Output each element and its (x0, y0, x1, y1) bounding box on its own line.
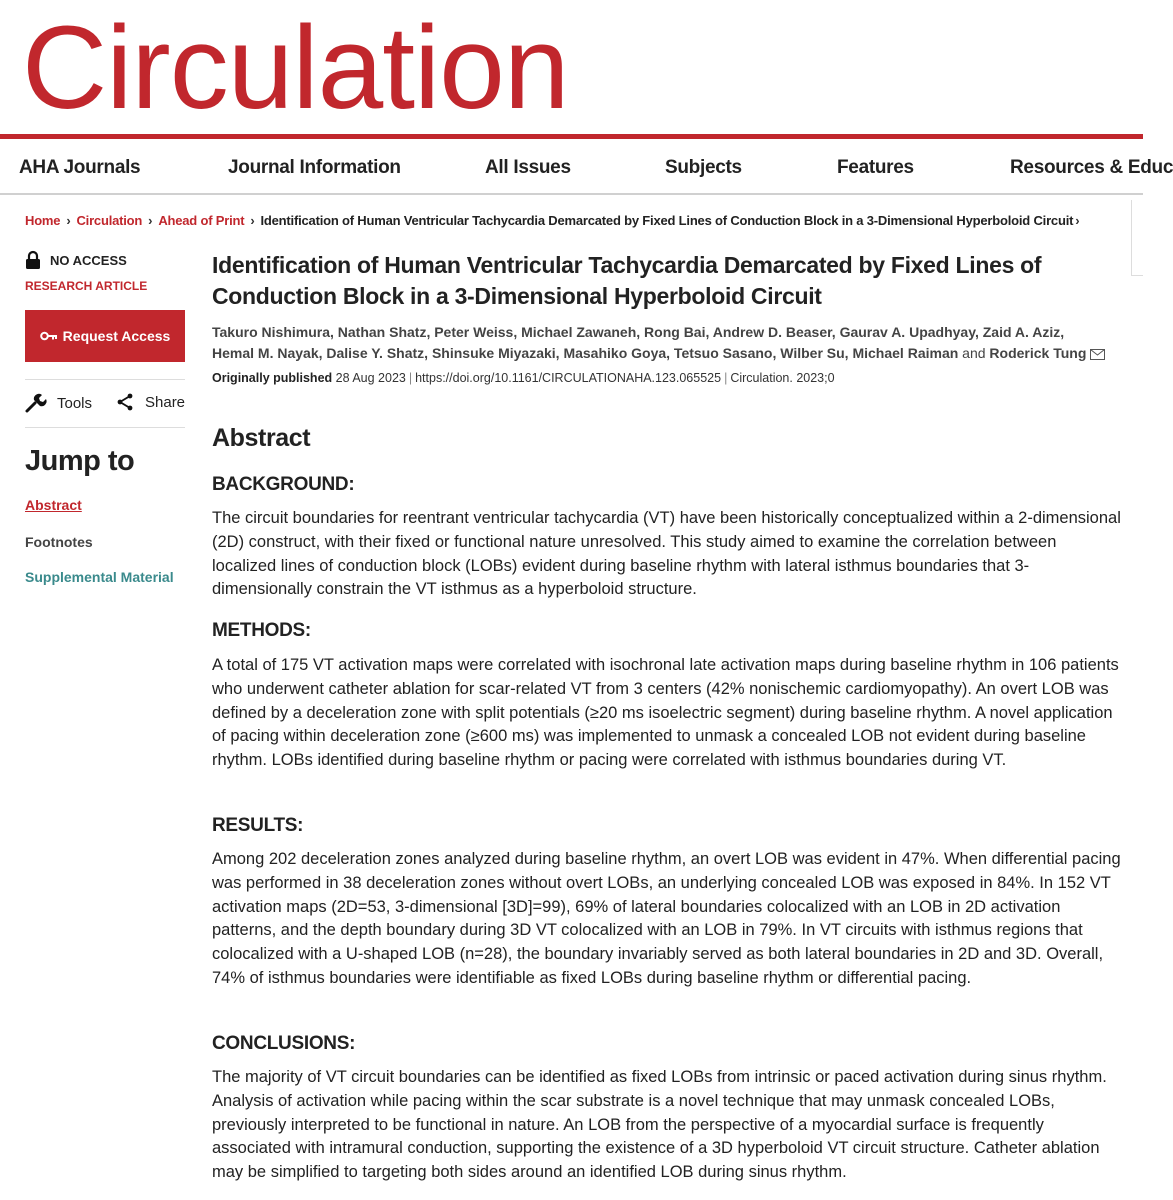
tools-button[interactable] (25, 393, 92, 413)
main-nav (0, 145, 1173, 195)
key-icon (40, 331, 58, 341)
jump-link-supplemental-material[interactable]: Supplemental Material (25, 569, 174, 585)
authors-and: and (962, 345, 986, 361)
share-label: Share (145, 393, 186, 411)
doi-link[interactable]: https://doi.org/10.1161/CIRCULATIONAHA.123.065525 (415, 371, 722, 385)
chevron-right-icon: › (250, 213, 255, 228)
separator: | (408, 371, 413, 385)
author-corresponding[interactable]: Roderick Tung (989, 345, 1087, 361)
published-label: Originally published (212, 371, 333, 385)
article-title: Identification of Human Ventricular Tachycardia Demarcated by Fixed Lines of Conduction Block in a 3-Dimensional Hyperboloid Circuit (212, 252, 1042, 309)
mail-icon[interactable] (1090, 349, 1105, 360)
breadcrumb-home[interactable]: Home (25, 213, 61, 228)
section-text-methods: A total of 175 VT activation maps were correlated with isochronal late activation maps during baseline rhythm in 106 patients who underwent catheter ablation for scar-related VT from 3 centers (42% nonischemic cardiomyopathy). An overt LOB was defined by a deceleration zone with split potentials (≥20 ms isoelectric segment) during baseline rhythm. A novel application of pacing within deceleration zone (≥600 ms) was implemented to unmask a concealed LOB not evident during baseline rhythm. LOBs identified during baseline rhythm or pacing were correlated with isthmus boundaries during VT. (212, 656, 1119, 770)
published-date: 28 Aug 2023 (335, 371, 406, 385)
journal-logo[interactable]: Circulation (22, 2, 569, 134)
header-divider (0, 134, 1143, 139)
wrench-icon (25, 393, 45, 413)
nav-features[interactable]: Features (837, 157, 914, 178)
divider (25, 379, 185, 380)
author-list (212, 322, 1112, 364)
publication-info (212, 371, 835, 385)
access-status (25, 251, 127, 269)
scrollbar-edge (1131, 200, 1143, 276)
jump-link-abstract[interactable]: Abstract (25, 497, 82, 513)
nav-aha-journals[interactable]: AHA Journals (19, 157, 141, 178)
jump-link-footnotes[interactable]: Footnotes (25, 534, 93, 550)
separator: | (724, 371, 728, 385)
nav-journal-information[interactable]: Journal Information (228, 157, 401, 178)
request-access-label: Request Access (62, 328, 171, 344)
citation: Circulation. 2023;0 (730, 371, 835, 385)
chevron-right-icon: › (1075, 213, 1080, 228)
nav-all-issues[interactable]: All Issues (485, 157, 571, 178)
breadcrumb (25, 213, 1085, 228)
nav-resources-education[interactable]: Resources & Educ (1010, 157, 1173, 178)
nav-subjects[interactable]: Subjects (665, 157, 742, 178)
section-heading-results: RESULTS: (212, 815, 304, 836)
no-access-label: NO ACCESS (50, 252, 127, 268)
chevron-right-icon: › (66, 213, 71, 228)
section-heading-background: BACKGROUND: (212, 474, 355, 495)
section-text-conclusions: The majority of VT circuit boundaries can be identified as fixed LOBs from intrinsic or paced activation during sinus rhythm. Analysis of activation while pacing within the scar substrate is a novel technique that may unmask concealed LOBs, previously interpreted to be functional in nature. An LOB from the perspective of a myocardial surface is frequently associated with intramural conduction, supporting the existence of a 3D hyperboloid VT circuit structure. Catheter ablation may be simplified to targeting both sides around an identified LOB during sinus rhythm. (212, 1068, 1107, 1182)
article-type: RESEARCH ARTICLE (25, 279, 148, 293)
jump-to-heading: Jump to (25, 445, 135, 477)
authors-line-1[interactable]: Takuro Nishimura, Nathan Shatz, Peter Weiss, Michael Zawaneh, Rong Bai, Andrew D. Beaser, Gaurav A. Upadhyay, Zaid A. Aziz, (212, 324, 1065, 340)
section-heading-conclusions: CONCLUSIONS: (212, 1033, 356, 1054)
breadcrumb-journal[interactable]: Circulation (76, 213, 143, 228)
request-access-button[interactable] (25, 310, 185, 362)
share-button[interactable] (117, 393, 185, 411)
authors-line-2-names[interactable]: Hemal M. Nayak, Dalise Y. Shatz, Shinsuke Miyazaki, Masahiko Goya, Tetsuo Sasano, Wilber Su, Michael Raiman (212, 345, 959, 361)
breadcrumb-current: Identification of Human Ventricular Tachycardia Demarcated by Fixed Lines of Conduction Block in a 3-Dimensional Hyperboloid Circuit (260, 213, 1074, 228)
section-text-background: The circuit boundaries for reentrant ventricular tachycardia (VT) have been historically conceptualized within a 2-dimensional (2D) construct, with their fixed or functional nature unresolved. This study aimed to examine the correlation between localized lines of conduction block (LOBs) evident during baseline rhythm with lateral isthmus boundaries that 3-dimensionally constrain the VT isthmus as a hyperboloid structure. (212, 509, 1121, 599)
abstract-heading: Abstract (212, 424, 311, 452)
section-text-results: Among 202 deceleration zones analyzed during baseline rhythm, an overt LOB was evident in 47%. When differential pacing was performed in 38 deceleration zones without overt LOBs, an underlying concealed LOB was exposed in 84%. In 152 VT activation maps (2D=53, 3-dimensional [3D]=99), 69% of lateral boundaries colocalized with an LOB in 2D activation patterns, and the depth boundary during 3D VT colocalized with an LOB in 79%. In VT circuits with isthmus regions that colocalized with a U-shaped LOB (n=28), the boundary invariably served as both lateral boundaries in 2D and 3D. Overall, 74% of isthmus boundaries were identifiable as fixed LOBs during baseline rhythm or differential pacing. (212, 850, 1121, 987)
tools-label: Tools (57, 394, 93, 412)
authors-line-2 (212, 343, 1112, 364)
section-heading-methods: METHODS: (212, 620, 311, 641)
chevron-right-icon: › (148, 213, 153, 228)
divider (25, 427, 185, 428)
share-icon (117, 393, 133, 411)
lock-icon (25, 251, 41, 269)
breadcrumb-section[interactable]: Ahead of Print (158, 213, 245, 228)
